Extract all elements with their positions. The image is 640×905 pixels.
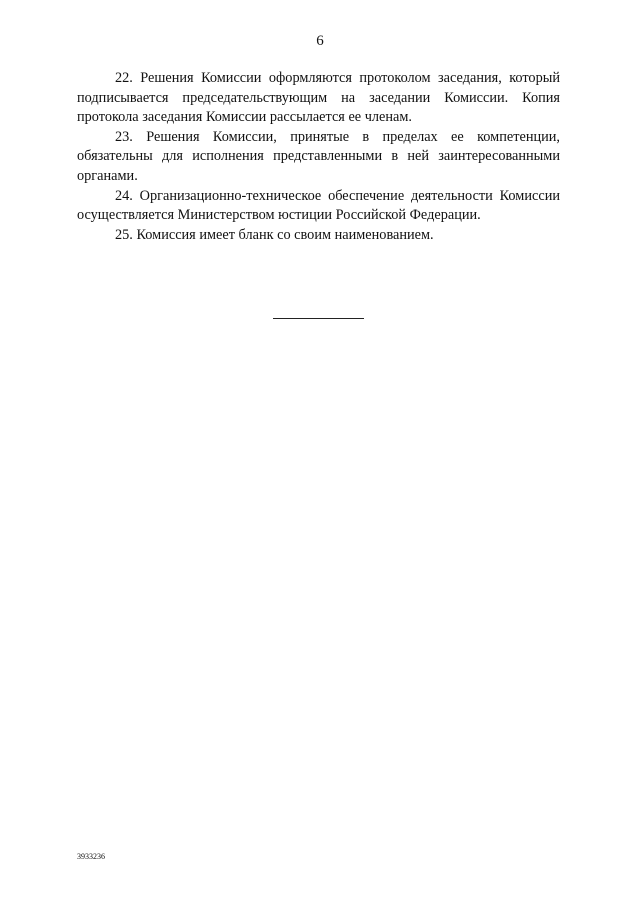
end-separator-line [273, 318, 364, 319]
paragraph-24: 24. Организационно-техническое обеспечение деятельности Комиссии осуществляется Министерством юстиции Российской Федерации. [77, 187, 560, 224]
document-body [77, 69, 560, 245]
paragraph-23: 23. Решения Комиссии, принятые в пределах ее компетенции, обязательны для исполнения представленными в ней заинтересованными органами. [77, 128, 560, 184]
page-number: 6 [316, 33, 324, 49]
paragraph-22: 22. Решения Комиссии оформляются протоколом заседания, который подписывается председательствующим на заседании Комиссии. Копия протокола заседания Комиссии рассылается ее членам. [77, 70, 560, 126]
document-code: 3933236 [77, 852, 105, 861]
paragraph-25: 25. Комиссия имеет бланк со своим наименованием. [115, 226, 434, 243]
